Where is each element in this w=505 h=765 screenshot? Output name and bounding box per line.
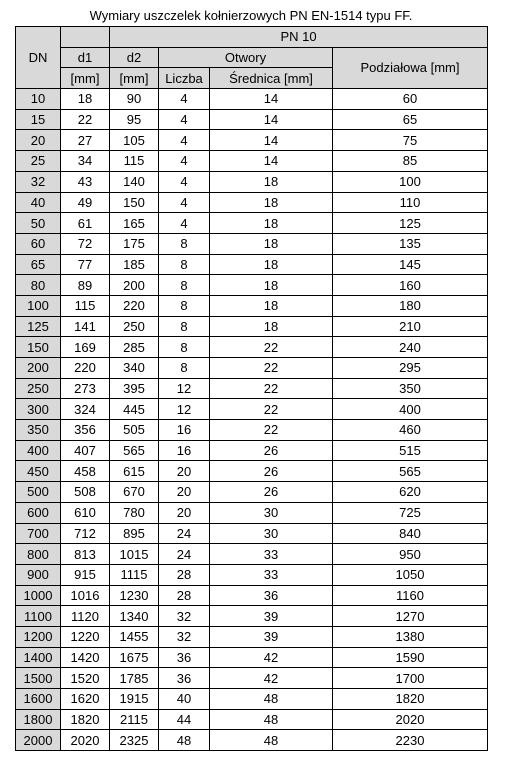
cell-liczba: 4 [159, 213, 210, 234]
cell-liczba: 36 [159, 668, 210, 689]
cell-liczba: 40 [159, 689, 210, 710]
cell-podzialowa: 1590 [333, 647, 488, 668]
table-row [16, 130, 488, 151]
cell-d1: 508 [61, 482, 110, 503]
cell-srednica: 30 [210, 502, 333, 523]
cell-podzialowa: 2020 [333, 709, 488, 730]
cell-podzialowa: 515 [333, 440, 488, 461]
cell-liczba: 4 [159, 130, 210, 151]
cell-podzialowa: 125 [333, 213, 488, 234]
cell-srednica: 48 [210, 689, 333, 710]
table-row [16, 295, 488, 316]
cell-podzialowa: 240 [333, 337, 488, 358]
cell-d2: 340 [110, 358, 159, 379]
cell-srednica: 39 [210, 626, 333, 647]
cell-srednica: 22 [210, 378, 333, 399]
cell-d2: 2115 [110, 709, 159, 730]
header-empty [61, 27, 110, 48]
cell-podzialowa: 65 [333, 109, 488, 130]
cell-podzialowa: 145 [333, 254, 488, 275]
cell-liczba: 20 [159, 502, 210, 523]
cell-podzialowa: 2230 [333, 730, 488, 751]
cell-srednica: 22 [210, 337, 333, 358]
cell-d2: 395 [110, 378, 159, 399]
cell-dn: 80 [16, 275, 61, 296]
cell-srednica: 18 [210, 275, 333, 296]
cell-liczba: 20 [159, 482, 210, 503]
cell-dn: 250 [16, 378, 61, 399]
cell-d2: 445 [110, 399, 159, 420]
table-row [16, 564, 488, 585]
cell-liczba: 44 [159, 709, 210, 730]
header-liczba: Liczba [159, 68, 210, 89]
cell-liczba: 16 [159, 420, 210, 441]
table-row [16, 730, 488, 751]
cell-dn: 10 [16, 89, 61, 110]
table-row [16, 461, 488, 482]
cell-d1: 915 [61, 564, 110, 585]
table-row [16, 523, 488, 544]
cell-srednica: 18 [210, 213, 333, 234]
header-pn: PN 10 [110, 27, 488, 48]
cell-d1: 72 [61, 233, 110, 254]
table-row [16, 254, 488, 275]
cell-d2: 2325 [110, 730, 159, 751]
cell-dn: 1200 [16, 626, 61, 647]
table-row [16, 378, 488, 399]
cell-d2: 895 [110, 523, 159, 544]
cell-d1: 34 [61, 151, 110, 172]
cell-liczba: 28 [159, 564, 210, 585]
header-srednica: Średnica [mm] [210, 68, 333, 89]
cell-d2: 115 [110, 151, 159, 172]
cell-liczba: 24 [159, 544, 210, 565]
cell-dn: 50 [16, 213, 61, 234]
cell-dn: 1600 [16, 689, 61, 710]
cell-d2: 165 [110, 213, 159, 234]
cell-podzialowa: 110 [333, 192, 488, 213]
table-row [16, 606, 488, 627]
cell-d1: 43 [61, 171, 110, 192]
cell-d2: 220 [110, 295, 159, 316]
cell-d2: 615 [110, 461, 159, 482]
cell-podzialowa: 840 [333, 523, 488, 544]
cell-d2: 1915 [110, 689, 159, 710]
cell-d2: 670 [110, 482, 159, 503]
cell-d2: 1675 [110, 647, 159, 668]
cell-srednica: 18 [210, 192, 333, 213]
cell-d2: 1785 [110, 668, 159, 689]
cell-liczba: 8 [159, 275, 210, 296]
cell-srednica: 26 [210, 482, 333, 503]
cell-srednica: 22 [210, 399, 333, 420]
header-d1-unit: [mm] [61, 68, 110, 89]
cell-podzialowa: 210 [333, 316, 488, 337]
cell-liczba: 8 [159, 337, 210, 358]
cell-dn: 2000 [16, 730, 61, 751]
cell-d1: 169 [61, 337, 110, 358]
cell-liczba: 4 [159, 151, 210, 172]
table-row [16, 109, 488, 130]
cell-podzialowa: 400 [333, 399, 488, 420]
cell-dn: 500 [16, 482, 61, 503]
cell-d2: 565 [110, 440, 159, 461]
cell-podzialowa: 350 [333, 378, 488, 399]
cell-dn: 600 [16, 502, 61, 523]
cell-podzialowa: 85 [333, 151, 488, 172]
cell-d1: 610 [61, 502, 110, 523]
cell-d2: 140 [110, 171, 159, 192]
cell-dn: 40 [16, 192, 61, 213]
cell-d2: 95 [110, 109, 159, 130]
cell-liczba: 28 [159, 585, 210, 606]
cell-dn: 1800 [16, 709, 61, 730]
cell-dn: 700 [16, 523, 61, 544]
table-header [16, 27, 488, 89]
cell-d2: 1455 [110, 626, 159, 647]
cell-d1: 1420 [61, 647, 110, 668]
cell-d2: 185 [110, 254, 159, 275]
cell-d1: 1820 [61, 709, 110, 730]
table-row [16, 171, 488, 192]
cell-srednica: 18 [210, 233, 333, 254]
cell-srednica: 36 [210, 585, 333, 606]
cell-srednica: 26 [210, 461, 333, 482]
cell-d2: 105 [110, 130, 159, 151]
cell-srednica: 48 [210, 709, 333, 730]
cell-srednica: 33 [210, 564, 333, 585]
table-row [16, 151, 488, 172]
header-d2-unit: [mm] [110, 68, 159, 89]
cell-srednica: 26 [210, 440, 333, 461]
cell-d1: 27 [61, 130, 110, 151]
cell-dn: 900 [16, 564, 61, 585]
table-row [16, 647, 488, 668]
cell-dn: 60 [16, 233, 61, 254]
cell-srednica: 30 [210, 523, 333, 544]
cell-dn: 800 [16, 544, 61, 565]
cell-podzialowa: 75 [333, 130, 488, 151]
cell-liczba: 12 [159, 378, 210, 399]
cell-dn: 65 [16, 254, 61, 275]
cell-d1: 18 [61, 89, 110, 110]
cell-d2: 250 [110, 316, 159, 337]
cell-srednica: 42 [210, 647, 333, 668]
cell-podzialowa: 1160 [333, 585, 488, 606]
cell-podzialowa: 620 [333, 482, 488, 503]
cell-d2: 285 [110, 337, 159, 358]
cell-srednica: 18 [210, 171, 333, 192]
cell-d1: 324 [61, 399, 110, 420]
cell-srednica: 22 [210, 420, 333, 441]
cell-dn: 200 [16, 358, 61, 379]
cell-d2: 780 [110, 502, 159, 523]
cell-podzialowa: 950 [333, 544, 488, 565]
cell-dn: 150 [16, 337, 61, 358]
cell-liczba: 8 [159, 316, 210, 337]
cell-liczba: 16 [159, 440, 210, 461]
table-row [16, 89, 488, 110]
gasket-dimensions-table [15, 26, 488, 751]
cell-podzialowa: 1820 [333, 689, 488, 710]
table-row [16, 358, 488, 379]
cell-d2: 1115 [110, 564, 159, 585]
cell-srednica: 18 [210, 316, 333, 337]
table-row [16, 213, 488, 234]
cell-liczba: 8 [159, 254, 210, 275]
cell-d2: 175 [110, 233, 159, 254]
cell-liczba: 4 [159, 109, 210, 130]
cell-podzialowa: 180 [333, 295, 488, 316]
cell-dn: 15 [16, 109, 61, 130]
cell-liczba: 4 [159, 192, 210, 213]
cell-liczba: 32 [159, 626, 210, 647]
cell-d1: 89 [61, 275, 110, 296]
cell-d1: 77 [61, 254, 110, 275]
cell-dn: 100 [16, 295, 61, 316]
cell-liczba: 12 [159, 399, 210, 420]
cell-liczba: 8 [159, 295, 210, 316]
cell-liczba: 32 [159, 606, 210, 627]
table-body [16, 89, 488, 751]
header-d2: d2 [110, 47, 159, 68]
cell-podzialowa: 1050 [333, 564, 488, 585]
cell-d1: 1620 [61, 689, 110, 710]
cell-d2: 1340 [110, 606, 159, 627]
cell-liczba: 48 [159, 730, 210, 751]
table-row [16, 337, 488, 358]
cell-dn: 300 [16, 399, 61, 420]
table-row [16, 316, 488, 337]
table-row [16, 626, 488, 647]
cell-d1: 1520 [61, 668, 110, 689]
cell-dn: 1500 [16, 668, 61, 689]
cell-srednica: 22 [210, 358, 333, 379]
cell-liczba: 24 [159, 523, 210, 544]
cell-podzialowa: 565 [333, 461, 488, 482]
cell-d2: 90 [110, 89, 159, 110]
cell-srednica: 14 [210, 109, 333, 130]
cell-srednica: 42 [210, 668, 333, 689]
cell-srednica: 14 [210, 89, 333, 110]
cell-podzialowa: 160 [333, 275, 488, 296]
cell-srednica: 18 [210, 254, 333, 275]
cell-dn: 450 [16, 461, 61, 482]
table-row [16, 668, 488, 689]
cell-podzialowa: 1380 [333, 626, 488, 647]
table-row [16, 233, 488, 254]
cell-d1: 2020 [61, 730, 110, 751]
cell-d2: 505 [110, 420, 159, 441]
cell-dn: 1100 [16, 606, 61, 627]
header-otwory: Otwory [159, 47, 333, 68]
cell-d1: 61 [61, 213, 110, 234]
cell-dn: 32 [16, 171, 61, 192]
cell-d1: 141 [61, 316, 110, 337]
cell-d1: 22 [61, 109, 110, 130]
cell-srednica: 48 [210, 730, 333, 751]
cell-podzialowa: 460 [333, 420, 488, 441]
table-row [16, 544, 488, 565]
table-row [16, 192, 488, 213]
cell-dn: 20 [16, 130, 61, 151]
header-d1: d1 [61, 47, 110, 68]
table-row [16, 482, 488, 503]
header-podzialowa: Podziałowa [mm] [333, 47, 488, 88]
cell-d1: 1016 [61, 585, 110, 606]
table-row [16, 585, 488, 606]
cell-liczba: 4 [159, 89, 210, 110]
cell-srednica: 18 [210, 295, 333, 316]
cell-podzialowa: 135 [333, 233, 488, 254]
cell-dn: 25 [16, 151, 61, 172]
cell-dn: 350 [16, 420, 61, 441]
cell-podzialowa: 295 [333, 358, 488, 379]
cell-d1: 115 [61, 295, 110, 316]
table-row [16, 689, 488, 710]
cell-d1: 1220 [61, 626, 110, 647]
cell-srednica: 14 [210, 151, 333, 172]
cell-podzialowa: 725 [333, 502, 488, 523]
cell-dn: 125 [16, 316, 61, 337]
table-row [16, 502, 488, 523]
cell-d2: 1230 [110, 585, 159, 606]
cell-d1: 1120 [61, 606, 110, 627]
table-row [16, 275, 488, 296]
cell-d1: 712 [61, 523, 110, 544]
header-dn: DN [16, 27, 61, 89]
cell-liczba: 36 [159, 647, 210, 668]
cell-d2: 150 [110, 192, 159, 213]
cell-podzialowa: 60 [333, 89, 488, 110]
cell-liczba: 8 [159, 233, 210, 254]
cell-d1: 356 [61, 420, 110, 441]
cell-d1: 273 [61, 378, 110, 399]
cell-dn: 400 [16, 440, 61, 461]
cell-srednica: 39 [210, 606, 333, 627]
table-row [16, 420, 488, 441]
cell-d1: 220 [61, 358, 110, 379]
cell-podzialowa: 100 [333, 171, 488, 192]
cell-podzialowa: 1700 [333, 668, 488, 689]
table-row [16, 399, 488, 420]
table-row [16, 440, 488, 461]
cell-liczba: 4 [159, 171, 210, 192]
cell-d1: 407 [61, 440, 110, 461]
cell-liczba: 20 [159, 461, 210, 482]
table-title: Wymiary uszczelek kołnierzowych PN EN-1514 typu FF. [89, 8, 413, 23]
cell-podzialowa: 1270 [333, 606, 488, 627]
cell-dn: 1400 [16, 647, 61, 668]
cell-d2: 200 [110, 275, 159, 296]
table-row [16, 709, 488, 730]
cell-liczba: 8 [159, 358, 210, 379]
cell-srednica: 14 [210, 130, 333, 151]
cell-srednica: 33 [210, 544, 333, 565]
cell-d1: 458 [61, 461, 110, 482]
cell-dn: 1000 [16, 585, 61, 606]
cell-d1: 813 [61, 544, 110, 565]
cell-d2: 1015 [110, 544, 159, 565]
cell-d1: 49 [61, 192, 110, 213]
